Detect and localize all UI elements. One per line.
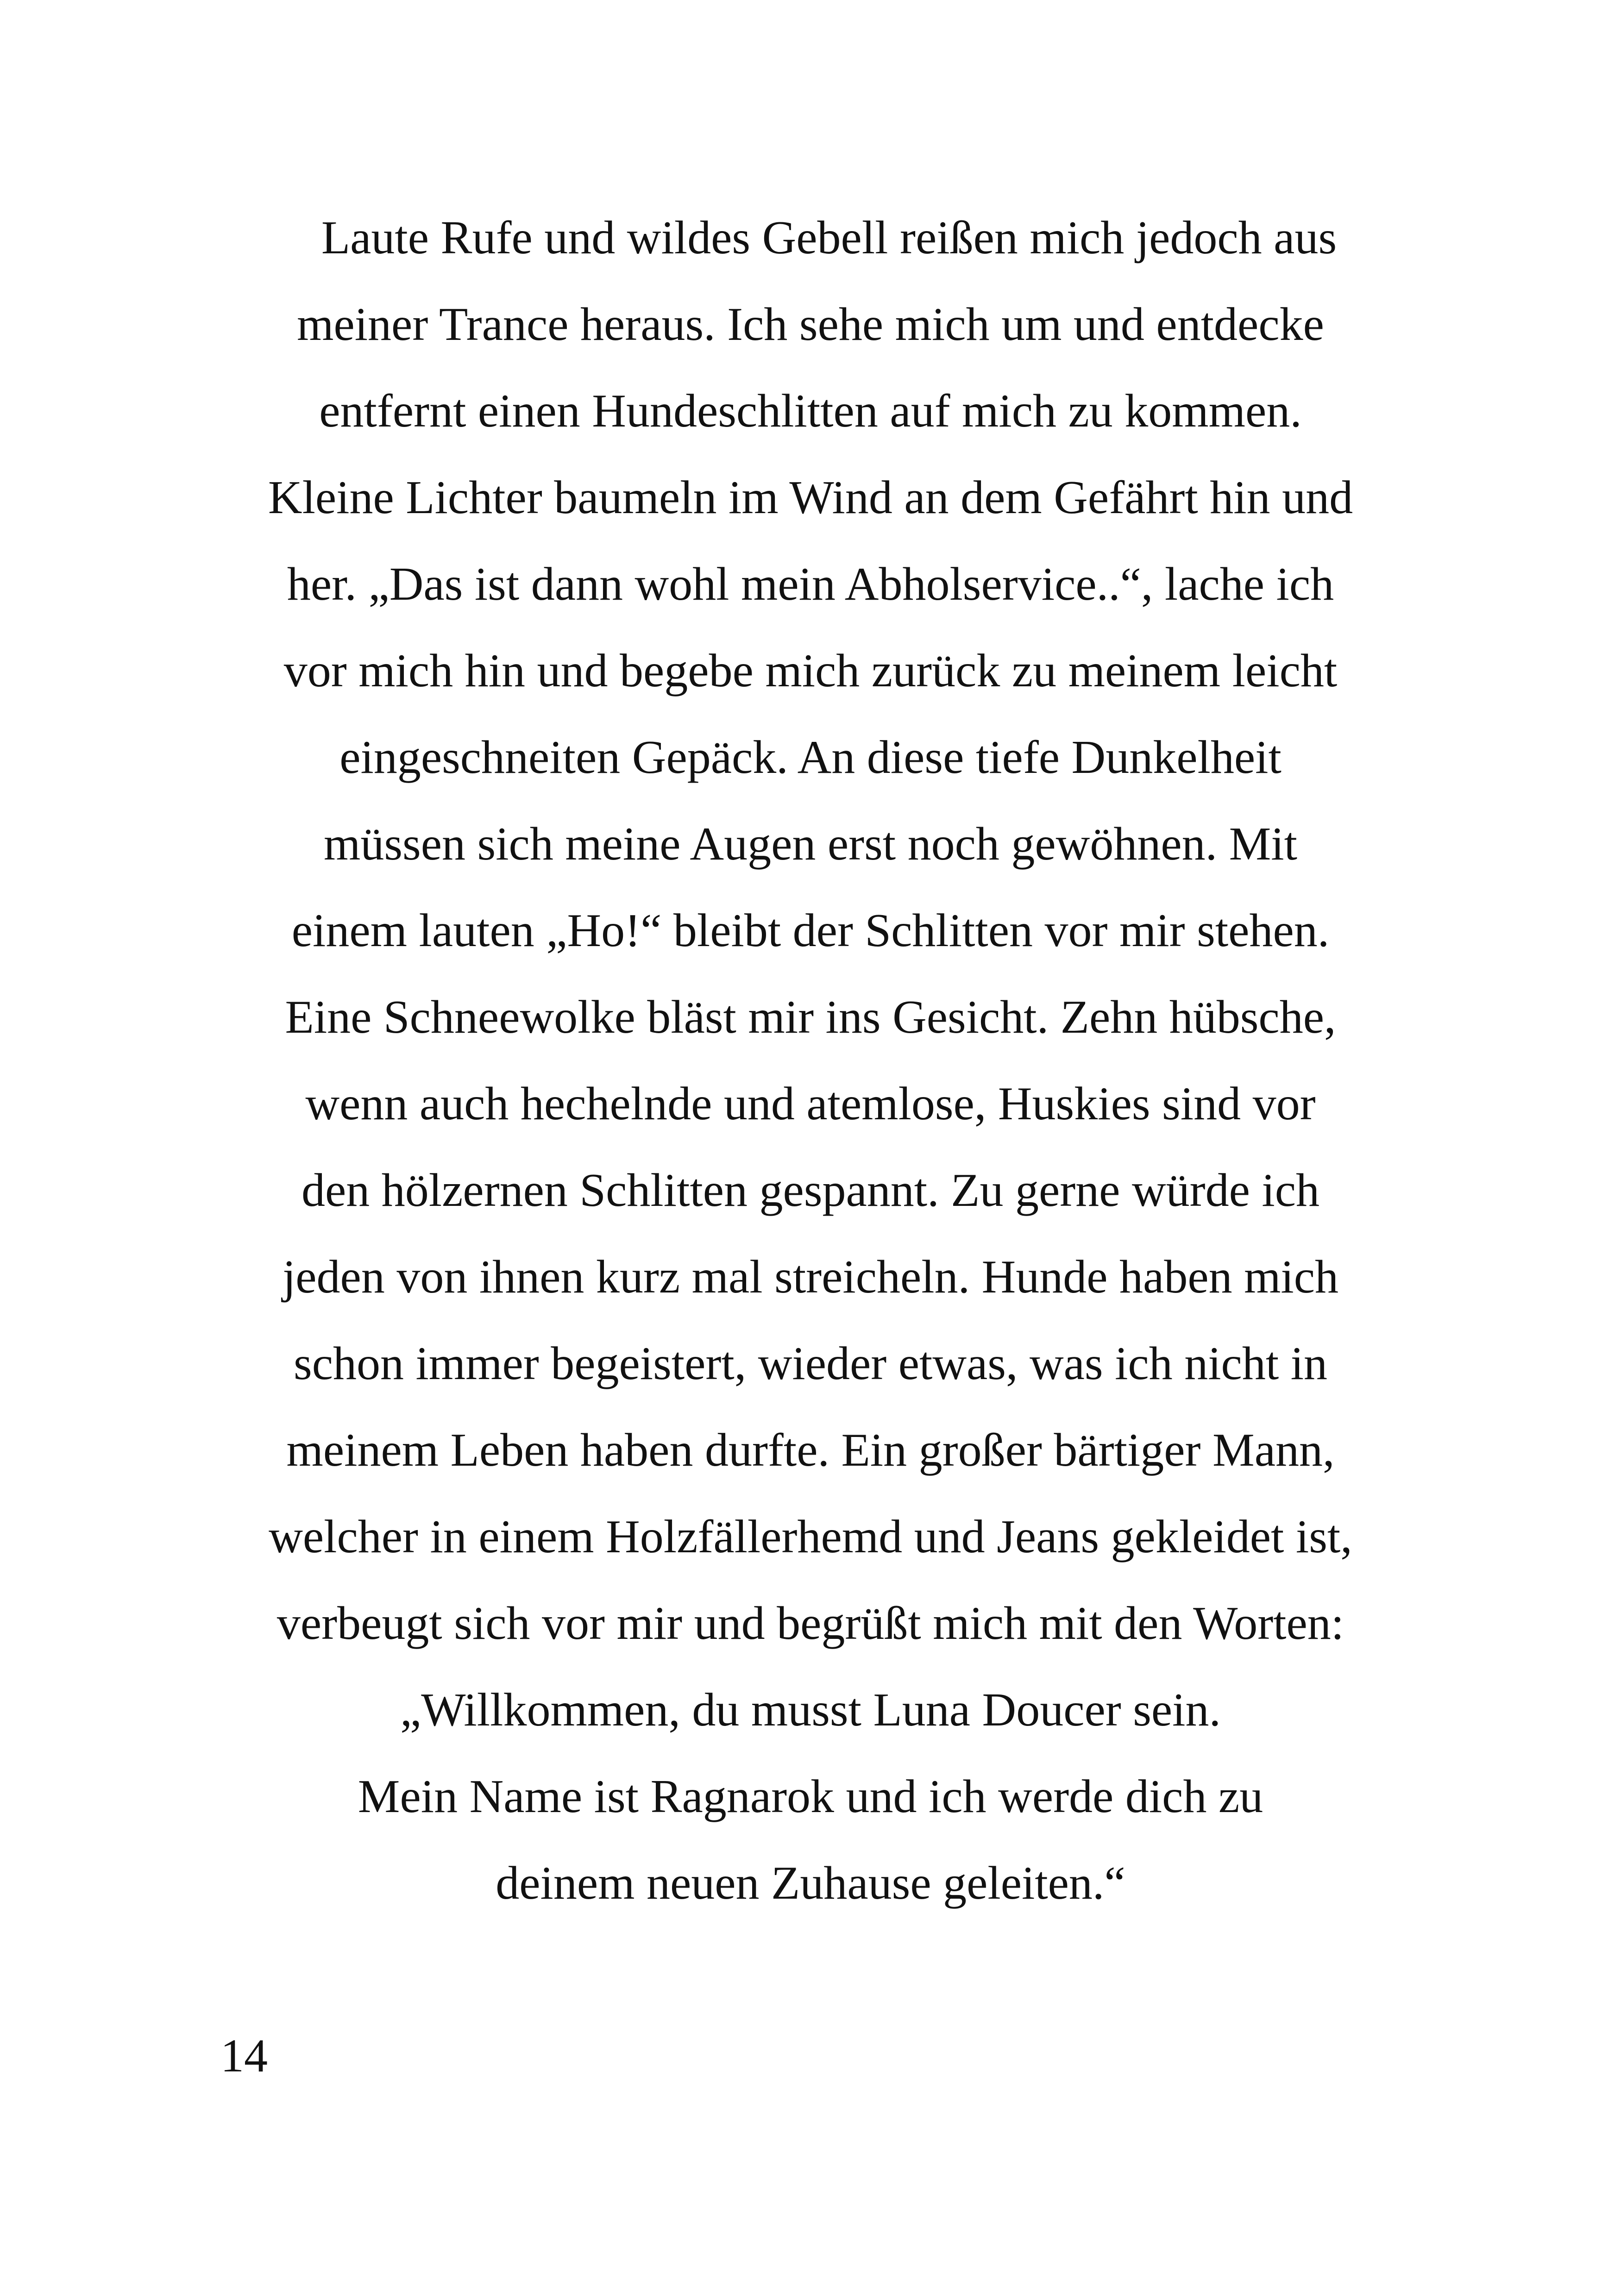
text-line: Laute Rufe und wildes Gebell reißen mich jedoch aus	[321, 212, 1337, 264]
text-line: wenn auch hechelnde und atemlose, Huskies sind vor	[305, 1078, 1316, 1130]
text-line: „Willkommen, du musst Luna Doucer sein.	[400, 1684, 1221, 1736]
text-line: welcher in einem Holzfällerhemd und Jeans gekleidet ist,	[269, 1511, 1352, 1563]
text-line: den hölzernen Schlitten gespannt. Zu gerne würde ich	[302, 1164, 1319, 1217]
text-line: verbeugt sich vor mir und begrüßt mich mit den Worten:	[276, 1597, 1345, 1650]
text-line: entfernt einen Hundeschlitten auf mich zu kommen.	[319, 385, 1302, 437]
text-line: eingeschneiten Gepäck. An diese tiefe Dunkelheit	[339, 731, 1282, 784]
body-text	[204, 194, 1417, 1926]
text-line: Eine Schneewolke bläst mir ins Gesicht. Zehn hübsche,	[285, 991, 1336, 1043]
page-number: 14	[220, 2030, 268, 2082]
text-line: Kleine Lichter baumeln im Wind an dem Gefährt hin und	[268, 471, 1353, 524]
text-line: her. „Das ist dann wohl mein Abholservice..“, lache ich	[287, 558, 1334, 610]
text-line: Mein Name ist Ragnarok und ich werde dich zu	[358, 1770, 1263, 1823]
text-line: meinem Leben haben durfte. Ein großer bärtiger Mann,	[286, 1424, 1335, 1476]
text-line: jeden von ihnen kurz mal streicheln. Hunde haben mich	[282, 1251, 1339, 1303]
text-line: meiner Trance heraus. Ich sehe mich um und entdecke	[297, 298, 1324, 351]
text-line: deinem neuen Zuhause geleiten.“	[496, 1857, 1125, 1909]
text-line: schon immer begeistert, wieder etwas, was ich nicht in	[294, 1337, 1327, 1390]
text-line: vor mich hin und begebe mich zurück zu meinem leicht	[283, 645, 1338, 697]
text-line: müssen sich meine Augen erst noch gewöhnen. Mit	[324, 818, 1297, 870]
text-line: einem lauten „Ho!“ bleibt der Schlitten vor mir stehen.	[291, 904, 1330, 957]
